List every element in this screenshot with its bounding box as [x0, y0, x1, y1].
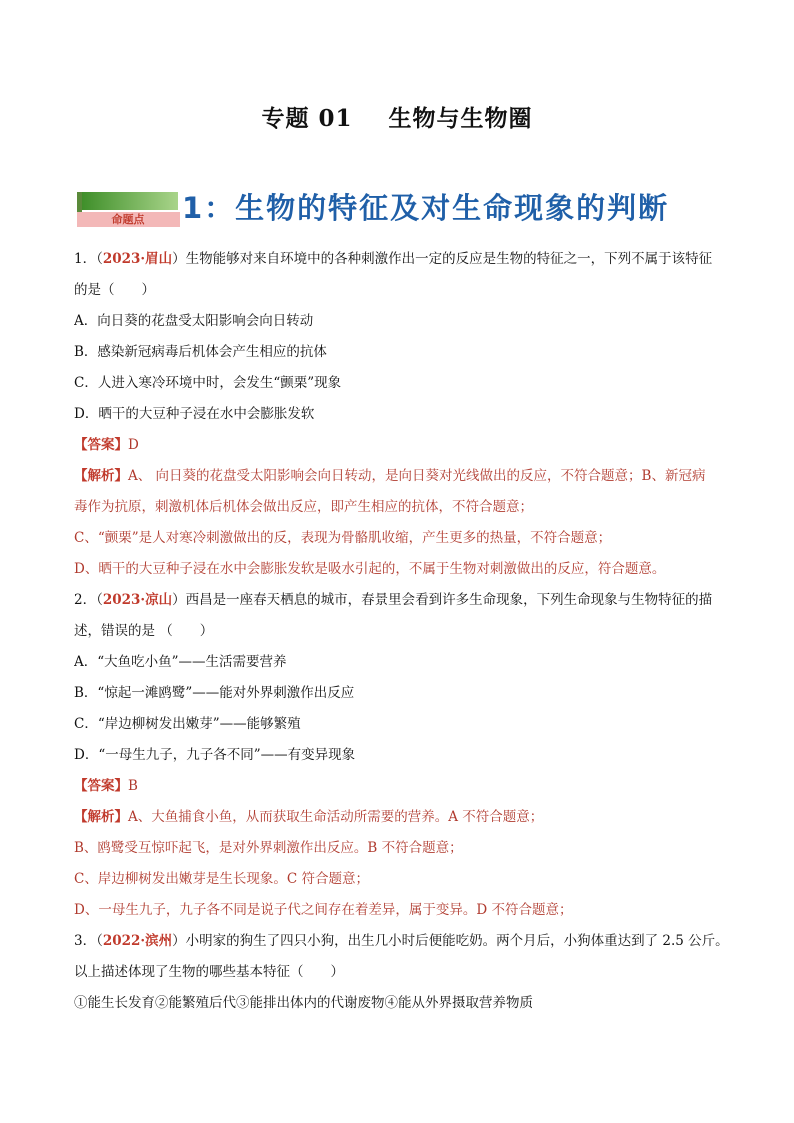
- q1-analysis-line4: D、晒干的大豆种子浸在水中会膨胀发软是吸水引起的，不属于生物对刺激做出的反应，符合题意。: [74, 561, 666, 577]
- title-topic-name: 生物与生物圈: [388, 105, 533, 132]
- q2-stem-line2: 述，错误的是 （ ）: [74, 623, 214, 639]
- q2-option-d: D．“一母生九子，九子各不同”——有变异现象: [74, 747, 356, 763]
- flag-icon: [74, 188, 182, 228]
- section-banner: [74, 186, 734, 234]
- q2-option-c: C．“岸边柳树发出嫩芽”——能够繁殖: [74, 716, 301, 732]
- q2-stem-line1: 2．（2023·凉山）西昌是一座春天栖息的城市，春景里会看到许多生命现象，下列生命现象与生物特征的描: [74, 592, 713, 608]
- question-list: [74, 244, 734, 1019]
- q2-answer: 【答案】B: [74, 778, 138, 794]
- title-topic-number: 专题 01: [261, 105, 353, 132]
- q2-option-a: A．“大鱼吃小鱼”——生活需要营养: [74, 654, 287, 670]
- q1-answer: 【答案】D: [74, 437, 139, 453]
- q1-stem-line1: 1．（2023·眉山）生物能够对来自环境中的各种刺激作出一定的反应是生物的特征之一，下列不属于该特征: [74, 251, 713, 267]
- q3-stem-line1: 3．（2022·滨州）小明家的狗生了四只小狗，出生几小时后便能吃奶。两个月后，小狗体重达到了 2.5 公斤。: [74, 933, 729, 949]
- q2-analysis-line4: D、一母生九子，九子各不同是说子代之间存在着差异，属于变异。D 不符合题意；: [74, 902, 573, 918]
- q2-analysis-line1: 【解析】A、大鱼捕食小鱼，从而获取生命活动所需要的营养。A 不符合题意；: [74, 809, 544, 825]
- q2-option-b: B．“惊起一滩鸥鹭”——能对外界刺激作出反应: [74, 685, 355, 701]
- q2-analysis-line2: B、鸥鹭受互惊吓起飞，是对外界刺激作出反应。B 不符合题意；: [74, 840, 463, 856]
- q1-stem-line2: 的是（ ）: [74, 282, 155, 298]
- q1-option-b: B．感染新冠病毒后机体会产生相应的抗体: [74, 344, 327, 360]
- q3-stem-line3: ①能生长发育②能繁殖后代③能排出体内的代谢废物④能从外界摄取营养物质: [74, 995, 533, 1011]
- q1-option-a: A．向日葵的花盘受太阳影响会向日转动: [74, 313, 314, 329]
- q3-stem-line2: 以上描述体现了生物的哪些基本特征（ ）: [74, 964, 344, 980]
- section-heading: 1：生物的特征及对生命现象的判断: [182, 191, 670, 225]
- q1-analysis-line3: C、“颤栗”是人对寒冷刺激做出的反，表现为骨骼肌收缩，产生更多的热量，不符合题意；: [74, 530, 612, 546]
- q1-analysis-line1: 【解析】A、 向日葵的花盘受太阳影响会向日转动，是向日葵对光线做出的反应，不符合题意；B、新冠病: [74, 468, 706, 484]
- q1-analysis-line2: 毒作为抗原，刺激机体后机体会做出反应，即产生相应的抗体，不符合题意；: [74, 499, 533, 515]
- q2-source: 2023·凉山: [102, 592, 173, 608]
- q2-analysis-line3: C、岸边柳树发出嫩芽是生长现象。C 符合题意；: [74, 871, 369, 887]
- q1-option-d: D．晒干的大豆种子浸在水中会膨胀发软: [74, 406, 315, 422]
- page-title: [0, 100, 794, 133]
- q1-option-c: C．人进入寒冷环境中时，会发生“颤栗”现象: [74, 375, 342, 391]
- q3-source: 2022·滨州: [102, 933, 173, 949]
- flag-label: 命题点: [111, 213, 145, 226]
- q1-source: 2023·眉山: [102, 251, 173, 267]
